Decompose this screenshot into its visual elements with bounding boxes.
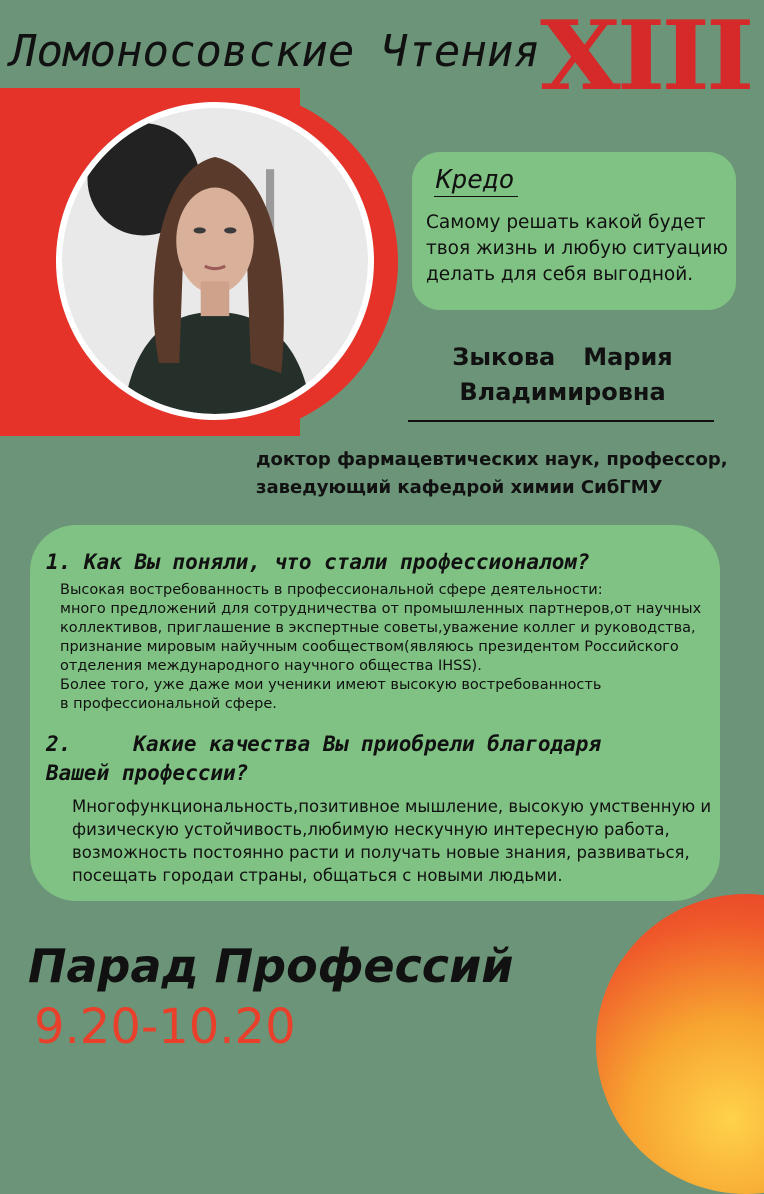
credo-line: твоя жизнь и любую ситуацию — [426, 238, 728, 259]
answer-1-line: Высокая востребованность в профессиональной сфере деятельности: — [60, 582, 603, 598]
question-2 — [46, 730, 601, 788]
question-2-number: 2. — [46, 732, 72, 756]
answer-2-line: посещать городаи страны, общаться с новыми людьми. — [72, 866, 563, 885]
answer-2 — [72, 795, 712, 887]
answer-1-line: отделения международного научного общества IHSS). — [60, 658, 482, 674]
name-underline — [408, 420, 714, 422]
question-1: 1. Как Вы поняли, что стали профессионалом? — [46, 550, 590, 574]
answer-1 — [60, 581, 720, 714]
answer-1-line: Более того, уже даже мои ученики имеют высокую востребованность — [60, 677, 602, 693]
portrait-photo — [56, 102, 374, 420]
answer-1-line: коллективов, приглашение в экспертные советы,уважение коллег и руководства, — [60, 620, 696, 636]
credo-title: Кредо — [434, 164, 518, 197]
answer-2-line: возможность постоянно расти и получать новые знания, развиваться, — [72, 843, 690, 862]
role-line: заведующий кафедрой химии СибГМУ — [256, 477, 663, 498]
answer-2-line: Многофункциональность,позитивное мышление, высокую умственную и — [72, 797, 712, 816]
name-first: Зыкова — [452, 343, 556, 371]
role-line: доктор фармацевтических наук, профессор, — [256, 449, 728, 470]
person-role — [256, 446, 756, 502]
roman-numeral: XIII — [540, 0, 751, 113]
event-title: Парад Профессий — [28, 939, 514, 993]
credo-line: Самому решать какой будет — [426, 212, 706, 233]
credo-box — [412, 152, 736, 310]
page-title: Ломоносовские Чтения — [10, 26, 540, 77]
answer-1-line: много предложений для сотрудничества от промышленных партнеров,от научных — [60, 601, 702, 617]
answer-2-line: физическую устойчивость,любимую нескучную интересную работа, — [72, 820, 670, 839]
name-second: Мария — [583, 343, 673, 371]
event-dates: 9.20-10.20 — [34, 999, 296, 1055]
name-patronymic: Владимировна — [459, 378, 666, 406]
answer-1-line: признание мировым найучным сообществом(являюсь президентом Российского — [60, 639, 679, 655]
credo-text — [426, 210, 732, 288]
credo-line: делать для себя выгодной. — [426, 264, 694, 285]
question-2-line: Какие качества Вы приобрели благодаря — [133, 732, 602, 756]
question-2-line: Вашей профессии? — [46, 761, 249, 785]
answer-1-line: в профессиональной сфере. — [60, 696, 277, 712]
qa-box — [30, 525, 720, 901]
person-name — [410, 340, 715, 410]
sun-gradient-circle — [596, 894, 764, 1194]
